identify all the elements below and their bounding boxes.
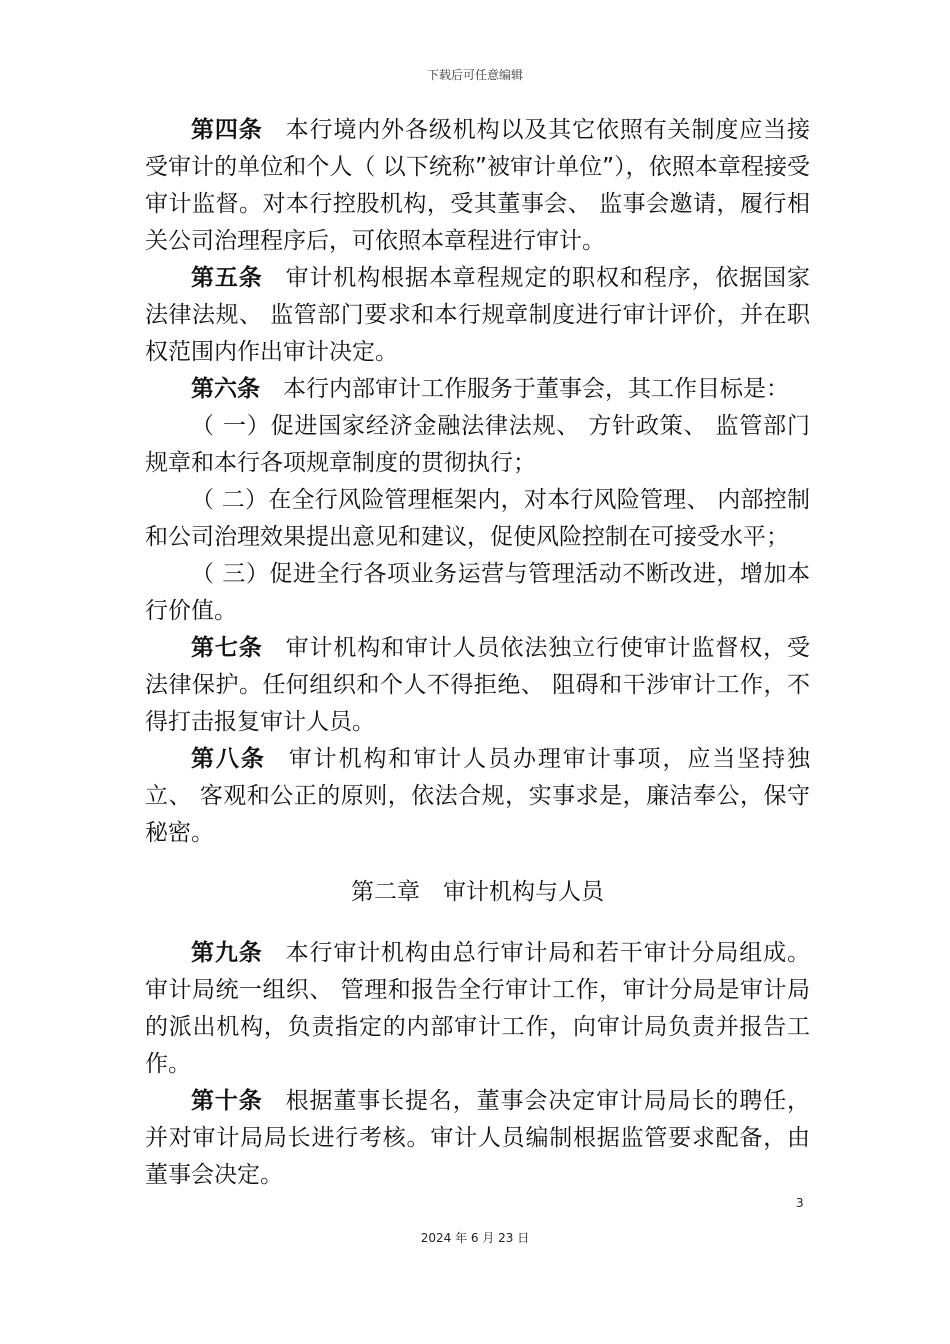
list-item: （ 一）促进国家经济金融法律法规、 方针政策、 监管部门规章和本行各项规章制度的贯彻执行；	[145, 413, 810, 476]
article-label: 第十条	[191, 1088, 263, 1114]
chapter-title: 第二章 审计机构与人员	[351, 879, 604, 905]
article-label: 第四条	[191, 117, 263, 143]
article-text: 根据董事长提名，董事会决定审计局局长的聘任，并对审计局局长进行考核。审计人员编制根据监管要求配备，由董事会决定。	[145, 1088, 810, 1188]
article-7	[145, 630, 810, 741]
article-label: 第六条	[191, 376, 260, 402]
article-text: 审计机构和审计人员办理审计事项，应当坚持独立、 客观和公正的原则，依法合规，实事求是，廉洁奉公，保守秘密。	[145, 746, 811, 846]
article-label: 第七条	[191, 635, 263, 661]
page-header: 下载后可任意编辑	[426, 68, 523, 82]
article-text: 本行审计机构由总行审计局和若干审计分局组成。审计局统一组织、 管理和报告全行审计工作，审计分局是审计局的派出机构，负责指定的内部审计工作，向审计局负责并报告工作。	[145, 940, 810, 1077]
article-9	[145, 935, 810, 1083]
article-text: 审计机构根据本章程规定的职权和程序，依据国家法律法规、 监管部门要求和本行规章制度进行审计评价，并在职权范围内作出审计决定。	[145, 265, 810, 365]
article-text: 审计机构和审计人员依法独立行使审计监督权，受法律保护。任何组织和个人不得拒绝、 阻碍和干涉审计工作，不得打击报复审计人员。	[145, 635, 810, 735]
document-body	[145, 112, 810, 1194]
article-label: 第九条	[191, 940, 263, 966]
page-number: 3	[796, 1196, 804, 1210]
page-footer-date: 2024 年 6 月 23 日	[420, 1231, 530, 1245]
article-text: 本行境内外各级机构以及其它依照有关制度应当接受审计的单位和个人（ 以下统称”被审计单位”），依照本章程接受审计监督。对本行控股机构，受其董事会、 监事会邀请，履行相关公司治理程序后，可依照本章程进行审计。	[145, 117, 810, 254]
article-8	[145, 741, 810, 852]
list-item: （ 二）在全行风险管理框架内，对本行风险管理、 内部控制和公司治理效果提出意见和建议，促使风险控制在可接受水平；	[145, 487, 810, 550]
list-item: （ 三）促进全行各项业务运营与管理活动不断改进，增加本行价值。	[145, 561, 810, 624]
article-text: 本行内部审计工作服务于董事会，其工作目标是：	[283, 376, 789, 402]
article-10	[145, 1083, 810, 1194]
article-6	[145, 371, 810, 408]
article-label: 第五条	[191, 265, 263, 291]
article-4	[145, 112, 810, 260]
article-label: 第八条	[191, 746, 266, 772]
article-5	[145, 260, 810, 371]
